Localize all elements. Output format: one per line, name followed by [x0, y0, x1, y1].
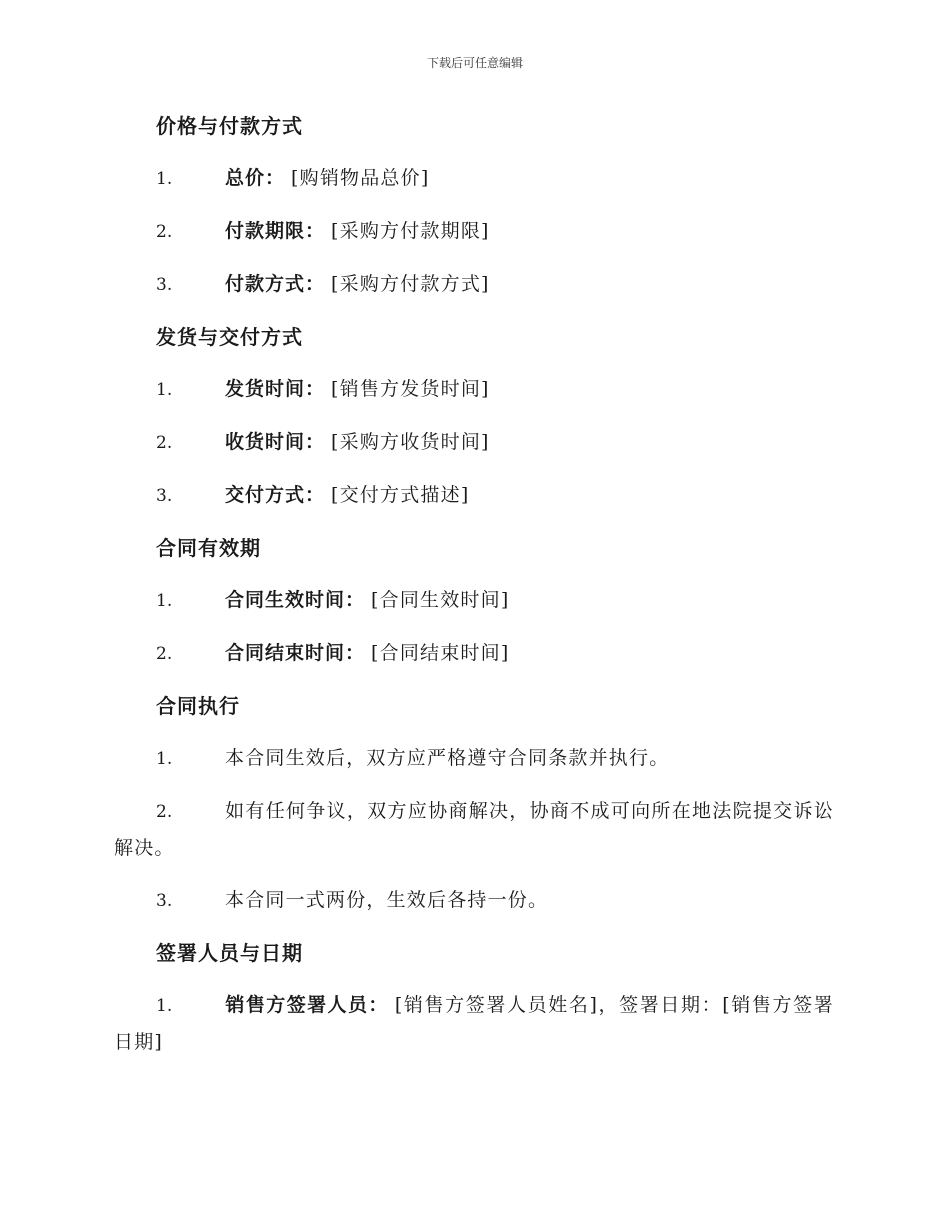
section-signatories [114, 935, 834, 1060]
item-label: 总价： [225, 167, 286, 189]
item-text: [购销物品总价] [291, 167, 430, 189]
section-title: 发货与交付方式 [156, 325, 303, 349]
page-header: 下载后可任意编辑 [426, 56, 523, 70]
section-title: 价格与付款方式 [156, 114, 303, 138]
item-label: 交付方式： [225, 484, 326, 506]
item-label: 发货时间： [225, 378, 326, 400]
list-item [114, 582, 834, 619]
document-body [114, 108, 834, 1076]
item-number: 1. [156, 996, 173, 1016]
item-text: [合同生效时间] [371, 589, 510, 611]
item-number: 2. [156, 644, 173, 664]
section-price-payment [114, 108, 834, 303]
item-number: 2. [156, 802, 173, 822]
item-text: [采购方付款期限] [331, 220, 490, 242]
item-number: 2. [156, 433, 173, 453]
list-item [114, 635, 834, 672]
item-text: [合同结束时间] [371, 642, 510, 664]
item-number: 3. [156, 891, 173, 911]
item-number: 1. [156, 591, 173, 611]
item-text: 本合同一式两份，生效后各持一份。 [225, 889, 549, 911]
section-title: 签署人员与日期 [156, 941, 303, 965]
item-text: 如有任何争议，双方应协商解决，协商不成可向所在地法院提交诉讼解决。 [114, 800, 834, 859]
item-text: [销售方发货时间] [331, 378, 490, 400]
item-label: 付款方式： [225, 273, 326, 295]
item-label: 合同生效时间： [225, 589, 366, 611]
item-text: [销售方签署人员姓名]，签署日期：[销售方签署日期] [114, 994, 834, 1053]
item-number: 1. [156, 749, 173, 769]
section-contract-validity [114, 530, 834, 672]
section-contract-execution [114, 688, 834, 919]
item-text: [采购方付款方式] [331, 273, 490, 295]
item-label: 付款期限： [225, 220, 326, 242]
list-item [114, 740, 834, 777]
item-number: 1. [156, 169, 173, 189]
item-number: 2. [156, 222, 173, 242]
list-item [114, 793, 834, 866]
item-label: 销售方签署人员： [225, 994, 389, 1016]
list-item [114, 882, 834, 919]
section-title: 合同有效期 [156, 536, 261, 560]
item-text: [采购方收货时间] [331, 431, 490, 453]
list-item [114, 424, 834, 461]
item-text: [交付方式描述] [331, 484, 470, 506]
list-item [114, 477, 834, 514]
item-label: 收货时间： [225, 431, 326, 453]
item-text: 本合同生效后，双方应严格遵守合同条款并执行。 [225, 747, 670, 769]
section-shipping-delivery [114, 319, 834, 514]
list-item [114, 987, 834, 1060]
item-label: 合同结束时间： [225, 642, 366, 664]
item-number: 3. [156, 275, 173, 295]
list-item [114, 371, 834, 408]
list-item [114, 213, 834, 250]
item-number: 1. [156, 380, 173, 400]
section-title: 合同执行 [156, 694, 240, 718]
item-number: 3. [156, 486, 173, 506]
list-item [114, 266, 834, 303]
list-item [114, 160, 834, 197]
